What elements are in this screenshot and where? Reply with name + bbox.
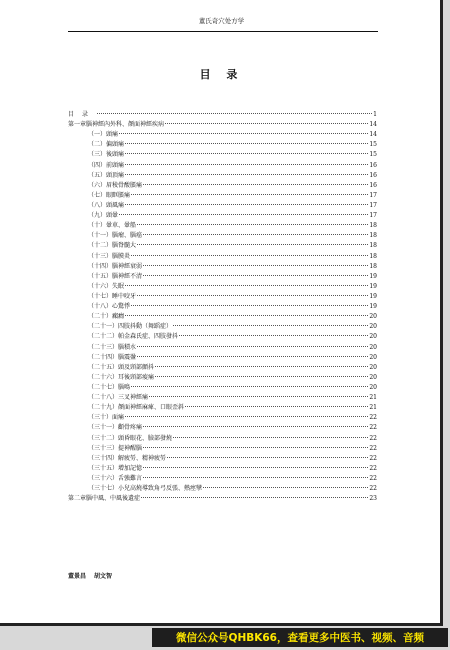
toc-leader-dots bbox=[131, 255, 368, 256]
toc-entry-label: 目录 bbox=[68, 111, 97, 118]
toc-entry[interactable] bbox=[68, 282, 377, 292]
toc-page-number: 16 bbox=[369, 181, 377, 189]
toc-entry[interactable] bbox=[68, 171, 377, 181]
toc-entry[interactable] bbox=[68, 423, 377, 433]
toc-entry-label: （二）偏頭痛 bbox=[88, 141, 125, 149]
toc-page-number: 20 bbox=[369, 373, 377, 381]
toc-leader-dots bbox=[173, 437, 368, 438]
toc-page-number: 22 bbox=[369, 424, 377, 432]
toc-leader-dots bbox=[137, 295, 368, 296]
toc-leader-dots bbox=[125, 204, 368, 205]
header-rule bbox=[68, 31, 378, 32]
toc-entry-label: （五）頭頂痛 bbox=[88, 171, 125, 179]
toc-entry-label: （二十四）腦震盪 bbox=[88, 353, 137, 361]
toc-entry[interactable] bbox=[68, 181, 377, 191]
toc-entry[interactable] bbox=[68, 292, 377, 302]
toc-entry[interactable] bbox=[68, 140, 377, 150]
toc-leader-dots bbox=[125, 143, 368, 144]
page-title: 目 录 bbox=[199, 68, 244, 81]
toc-page-number: 16 bbox=[369, 161, 377, 169]
toc-leader-dots bbox=[125, 153, 368, 154]
toc-page-number: 14 bbox=[369, 131, 377, 139]
toc-leader-dots bbox=[143, 265, 368, 266]
toc-page-number: 18 bbox=[369, 252, 377, 260]
toc-entry-label: （二十二）帕金森氏症、四肢發抖 bbox=[88, 333, 179, 341]
toc-leader-dots bbox=[143, 184, 368, 185]
toc-page-number: 20 bbox=[369, 383, 377, 391]
toc-leader-dots bbox=[149, 396, 368, 397]
toc-page-number: 23 bbox=[369, 495, 377, 503]
toc-page-number: 17 bbox=[369, 201, 377, 209]
toc-entry[interactable] bbox=[68, 231, 377, 241]
toc-entry[interactable] bbox=[68, 413, 377, 423]
toc-page-number: 17 bbox=[369, 212, 377, 220]
toc-page-number: 14 bbox=[369, 121, 377, 129]
toc-entry-label: （十七）睡中咬牙 bbox=[88, 292, 137, 300]
toc-leader-dots bbox=[131, 194, 368, 195]
toc-entry-label: （六）眉稜骨酸脹痛 bbox=[88, 181, 143, 189]
toc-entry-label: （二十九）顏面神經麻痺、口眼歪斜 bbox=[88, 404, 185, 412]
toc-leader-dots bbox=[143, 477, 368, 478]
toc-entry[interactable] bbox=[68, 464, 377, 474]
toc-leader-dots bbox=[167, 457, 368, 458]
toc-page-number: 18 bbox=[369, 242, 377, 250]
toc-leader-dots bbox=[137, 244, 368, 245]
toc-leader-dots bbox=[97, 113, 372, 114]
toc-entry-label: 第二章腦中風、中風後遺症 bbox=[68, 495, 141, 503]
toc-leader-dots bbox=[143, 234, 368, 235]
toc-entry-label: （十四）腦神經衰弱 bbox=[88, 262, 143, 270]
toc-entry-label: （十八）心驚悸 bbox=[88, 303, 131, 311]
toc-entry-label: （三十）面痛 bbox=[88, 414, 125, 422]
toc-entry-label: （十二）腦脊髓大 bbox=[88, 242, 137, 250]
toc-entry[interactable] bbox=[68, 191, 377, 201]
toc-entry-label: （三十三）提神醒腦 bbox=[88, 444, 143, 452]
toc-entry-label: （三十六）舌強難言 bbox=[88, 474, 143, 482]
toc-page-number: 19 bbox=[369, 272, 377, 280]
toc-entry-label: （二十七）腦鳴 bbox=[88, 383, 131, 391]
toc-page-number: 16 bbox=[369, 171, 377, 179]
toc-leader-dots bbox=[179, 335, 368, 336]
toc-page-number: 20 bbox=[369, 363, 377, 371]
toc-entry[interactable] bbox=[68, 494, 377, 504]
toc-entry[interactable] bbox=[68, 383, 377, 393]
toc-entry-label: （三十四）解疲勞、精神疲勞 bbox=[88, 454, 167, 462]
toc-page-number: 19 bbox=[369, 282, 377, 290]
toc-page-number: 21 bbox=[369, 404, 377, 412]
toc-entry[interactable] bbox=[68, 211, 377, 221]
toc-entry[interactable] bbox=[68, 262, 377, 272]
toc-leader-dots bbox=[119, 214, 368, 215]
toc-entry-label: （四）前頭痛 bbox=[88, 161, 125, 169]
toc-entry[interactable] bbox=[68, 484, 377, 494]
toc-page-number: 1 bbox=[373, 111, 377, 118]
toc-page-number: 15 bbox=[369, 151, 377, 159]
toc-leader-dots bbox=[137, 346, 368, 347]
toc-entry[interactable] bbox=[68, 373, 377, 383]
toc-entry-label: 第一章腦神經內外科、顏面神經疾病 bbox=[68, 121, 165, 129]
toc-entry-label: （十三）腦膜炎 bbox=[88, 252, 131, 260]
toc-page-number: 20 bbox=[369, 313, 377, 321]
toc-page-number: 22 bbox=[369, 444, 377, 452]
toc-entry[interactable] bbox=[68, 393, 377, 403]
toc-entry[interactable] bbox=[68, 241, 377, 251]
toc-leader-dots bbox=[125, 315, 368, 316]
author-names bbox=[68, 571, 112, 580]
toc-entry-label: （二十）癲癇 bbox=[88, 313, 125, 321]
toc-entry-label: （十五）腦神經不清 bbox=[88, 272, 143, 280]
toc-entry[interactable] bbox=[68, 312, 377, 322]
toc-entry-label: （三）後頭痛 bbox=[88, 151, 125, 159]
toc-entry[interactable] bbox=[68, 120, 377, 130]
toc-entry[interactable] bbox=[68, 201, 377, 211]
toc-page-number: 22 bbox=[369, 464, 377, 472]
toc-leader-dots bbox=[125, 416, 368, 417]
toc-entry-label: （三十一）顴骨疼痛 bbox=[88, 424, 143, 432]
toc-leader-dots bbox=[143, 447, 368, 448]
toc-leader-dots bbox=[119, 133, 368, 134]
toc-leader-dots bbox=[141, 497, 368, 498]
toc-entry-label: （十）暈車、暈船 bbox=[88, 222, 137, 230]
toc-entry-label: （二十一）四肢抖動（舞蹈症） bbox=[88, 323, 173, 331]
toc-leader-dots bbox=[125, 285, 368, 286]
toc-page-number: 22 bbox=[369, 454, 377, 462]
toc-entry-label: （二十五）頭及頸部顫抖 bbox=[88, 363, 155, 371]
toc-entry[interactable] bbox=[68, 474, 377, 484]
toc-entry-label: （十六）失眠 bbox=[88, 282, 125, 290]
toc-page-number: 19 bbox=[369, 303, 377, 311]
toc-entry-label: （八）頭風痛 bbox=[88, 201, 125, 209]
toc-page-number: 18 bbox=[369, 232, 377, 240]
toc-entry[interactable] bbox=[68, 444, 377, 454]
toc-entry-label: （七）眼眶脹痛 bbox=[88, 191, 131, 199]
toc-page-number: 18 bbox=[369, 262, 377, 270]
author-name: 胡文智 bbox=[94, 573, 113, 580]
toc-leader-dots bbox=[155, 366, 368, 367]
toc-page-number: 15 bbox=[369, 141, 377, 149]
author-name: 董景昌 bbox=[68, 573, 87, 580]
toc-page-number: 22 bbox=[369, 434, 377, 442]
toc-page-number: 20 bbox=[369, 353, 377, 361]
toc-entry[interactable] bbox=[68, 272, 377, 282]
toc-leader-dots bbox=[125, 164, 368, 165]
toc-entry[interactable] bbox=[68, 434, 377, 444]
toc-entry[interactable] bbox=[68, 110, 377, 120]
toc-page-number: 21 bbox=[369, 394, 377, 402]
toc-entry-label: （二十八）三叉神經痛 bbox=[88, 394, 149, 402]
toc-leader-dots bbox=[203, 487, 368, 488]
toc-leader-dots bbox=[131, 305, 368, 306]
toc-page-number: 22 bbox=[369, 485, 377, 493]
toc-page-number: 20 bbox=[369, 343, 377, 351]
toc-entry[interactable] bbox=[68, 252, 377, 262]
toc-entry[interactable] bbox=[68, 353, 377, 363]
toc-leader-dots bbox=[137, 356, 368, 357]
table-of-contents bbox=[68, 110, 377, 504]
toc-leader-dots bbox=[131, 386, 368, 387]
toc-page-number: 19 bbox=[369, 292, 377, 300]
toc-entry[interactable] bbox=[68, 150, 377, 160]
promo-banner-text: 微信公众号QHBK66，查看更多中医书、视频、音频 bbox=[176, 632, 424, 644]
toc-entry[interactable] bbox=[68, 221, 377, 231]
toc-page-number: 17 bbox=[369, 191, 377, 199]
running-header: 董氏奇穴处方学 bbox=[198, 17, 245, 25]
toc-leader-dots bbox=[143, 467, 368, 468]
toc-entry-label: （一）頭痛 bbox=[88, 131, 119, 139]
toc-entry-label: （三十七）小兒高燒導致角弓反張、熱痙攣 bbox=[88, 485, 203, 493]
toc-entry[interactable] bbox=[68, 363, 377, 373]
toc-entry[interactable] bbox=[68, 161, 377, 171]
toc-entry-label: （二十三）腦積水 bbox=[88, 343, 137, 351]
promo-banner bbox=[152, 628, 448, 647]
toc-entry-label: （十一）腦瘤、腦癌 bbox=[88, 232, 143, 240]
toc-page-number: 20 bbox=[369, 333, 377, 341]
toc-page-number: 18 bbox=[369, 222, 377, 230]
toc-page-number: 22 bbox=[369, 414, 377, 422]
toc-entry[interactable] bbox=[68, 332, 377, 342]
toc-leader-dots bbox=[125, 174, 368, 175]
toc-leader-dots bbox=[137, 224, 368, 225]
toc-entry-label: （二十六）耳後頸部痠痛 bbox=[88, 373, 155, 381]
toc-leader-dots bbox=[143, 275, 368, 276]
toc-entry[interactable] bbox=[68, 343, 377, 353]
toc-entry[interactable] bbox=[68, 302, 377, 312]
toc-entry[interactable] bbox=[68, 403, 377, 413]
toc-entry-label: （三十五）增加記憶 bbox=[88, 464, 143, 472]
toc-entry[interactable] bbox=[68, 322, 377, 332]
toc-leader-dots bbox=[155, 376, 368, 377]
toc-entry[interactable] bbox=[68, 130, 377, 140]
toc-leader-dots bbox=[185, 406, 368, 407]
toc-entry-label: （九）頭暈 bbox=[88, 212, 119, 220]
toc-leader-dots bbox=[173, 325, 368, 326]
toc-page-number: 22 bbox=[369, 474, 377, 482]
toc-entry[interactable] bbox=[68, 454, 377, 464]
toc-leader-dots bbox=[143, 426, 368, 427]
toc-entry-label: （三十二）頭昏眼花、臉部發燒 bbox=[88, 434, 173, 442]
toc-page-number: 20 bbox=[369, 323, 377, 331]
toc-leader-dots bbox=[165, 123, 368, 124]
